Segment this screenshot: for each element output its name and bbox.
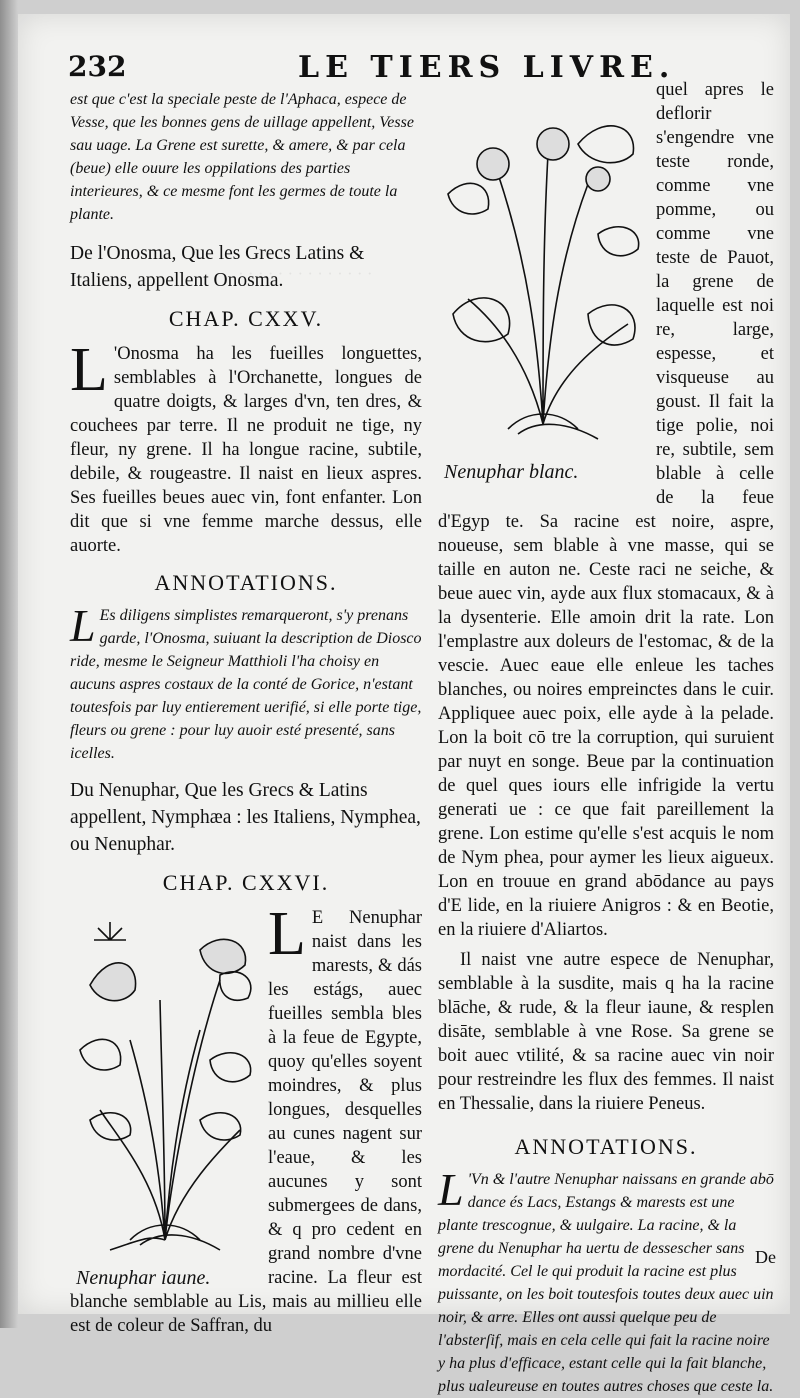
book-spine-shadow	[0, 0, 18, 1328]
yellow-water-lily-woodcut	[70, 910, 260, 1260]
annotation-2-text: 'Vn & l'autre Nenuphar naissans en grande abō dance és Lacs, Estangs & marests est une plante trescognue, & uulgaire. La racine, & la grene du Nenuphar ha uertu de dessescher sans mordacité. Cel le qui produit la racine est plus puissante, on les boit toutesfois toutes deux auec uin noir, & arre. Elles ont aussi quelque peu de l'absterſif, mais en cela celle qui fait la racine noire y ha plus d'efficace, estant celle qui la fait blanche, plus ualeureuse en toutes autres choses que ceste la.	[438, 1171, 774, 1395]
bleed-through-text: · · · · · · · · · · · · · ·	[238, 264, 373, 283]
annotation-1-text: Es diligens simplistes remarqueront, s'y prenans garde, l'Onosma, suiuant la description de Diosco ride, mesme le Seigneur Matthioli l'ha choisy en aucuns aspres costaux de la conté de Gorice, n'estant toutesfois par luy entierement uerifié, si elle porte tige, fleurs ou grene : pour luy auoir esté presenté, sans icelles.	[70, 607, 422, 762]
annotation-1-drop-cap: L	[70, 600, 96, 651]
nenuphar-drop-cap: L	[268, 900, 306, 968]
chapter-126-heading: CHAP. CXXVI.	[162, 870, 330, 895]
opening-italic-paragraph: est que c'est la speciale peste de l'Aphaca, espece de Vesse, que les bonnes gens de uillage appellent, Vesse sau uage. La Grene est surette, & amere, & par cela (beue) elle ouure les oppilations des parties interieures, & ce mesme font les germes de toute la plante.	[70, 91, 414, 223]
left-column	[70, 88, 422, 1338]
right-opening-paragraph: quel apres le deflorir s'engendre vne teste ronde, comme vne pomme, ou comme vne teste de Pauot, la grene de laquelle est noi re, large, espesse, et visqueuse au goust. Il fait la tige polie, noi re, subtile, sem blable à celle de la feue d'Egyp te. Sa racine est noire, aspre, noueuse, sem blable à vne masse, qui se taille en auton ne. Ceste raci ne seiche, & beue auec vin, ayde aux flux stomacaux, & à la dysenterie. Elle amoin drit la rate. Lon l'emplastre aux doleurs de l'estomac, & de la vescie. Auec eaue elle enleue les taches blanches, ou noires empreinctes dans le cuir. Appliquee auec poix, elle ayde à la pelade. Lon la boit cō tre la corruption, qui suruient par nuyt en songe. Beue par la continuation de quel ques iours elle infrigide la vertu generati ue : ce que fait pareillement la grene. Lon estime qu'elle s'est acquis le nom de Nym phea, pour aymer les lieux aigueux. Lon en trouue en grand abōdance au pays d'E lide, en la riuiere Anigros : & en Beotie, en la riuiere d'Aliartos.	[438, 80, 774, 940]
second-species-paragraph: Il naist vne autre espece de Nenuphar, semblable à la susdite, mais q ha la racine blāche, & rude, & la fleur iaune, & resplen disāte, semblable à vne Rose. Sa grene se boit auec vtilité, & sa racine auec vin noir pour restreindre les flux des femmes. Il naist en Thessalie, dans la riuiere Peneus.	[438, 950, 774, 1114]
page-number: 232	[68, 50, 127, 83]
book-page	[18, 14, 790, 1395]
annotation-2-drop-cap: L	[438, 1164, 464, 1215]
annotations-heading-1: ANNOTATIONS.	[154, 570, 338, 595]
nenuphar-text: E Nenuphar naist dans les marests, & dás les estágs, auec fueilles sembla bles à la feue de Egypte, quoy qu'elles soyent moindres, & plus longues, desquelles au cunes nagent sur l'eaue, & les aucunes y sont submergees de dans, & q pro cedent en grand nombre d'vne racine. La fleur est blanche semblable au Lis, mais au millieu elle est de coleur de Saffran, du	[70, 908, 422, 1336]
nenuphar-iaune-figure	[70, 910, 260, 1290]
annotation-paragraph-1	[70, 600, 422, 765]
onosma-title: De l'Onosma, Que les Grecs Latins & Italiens, appellent Onosma.	[70, 243, 365, 291]
right-column	[438, 78, 774, 1398]
running-title: LE TIERS LIVRE.	[298, 50, 676, 85]
white-water-lily-woodcut	[438, 84, 648, 444]
figure-caption-blanc: Nenuphar blanc.	[444, 461, 579, 483]
onosma-drop-cap: L	[70, 336, 108, 404]
annotations-heading-2: ANNOTATIONS.	[514, 1134, 698, 1159]
nenuphar-blanc-figure	[438, 84, 648, 484]
catchword: De	[755, 1247, 776, 1267]
onosma-paragraph	[70, 336, 422, 558]
annotation-paragraph-2	[438, 1164, 774, 1398]
onosma-text: 'Onosma ha les fueilles longuettes, semblables à l'Orchanette, longues de quatre doigts, & larges d'vn, ten dres, & couchees par terre. Il ne produit ne tige, ny fleur, ny grene. Il ha longue racine, subtile, debile, & rougeastre. Il naist en lieux aspres. Ses fueilles beues auec vin, font enfanter. Lon dit que si vne femme marche dessus, elle auorte.	[70, 344, 422, 556]
chapter-125-heading: CHAP. CXXV.	[168, 306, 324, 331]
nenuphar-title: Du Nenuphar, Que les Grecs & Latins appellent, Nymphæa : les Italiens, Nymphea, ou Nenuphar.	[70, 780, 421, 855]
figure-caption-iaune: Nenuphar iaune.	[76, 1267, 211, 1289]
